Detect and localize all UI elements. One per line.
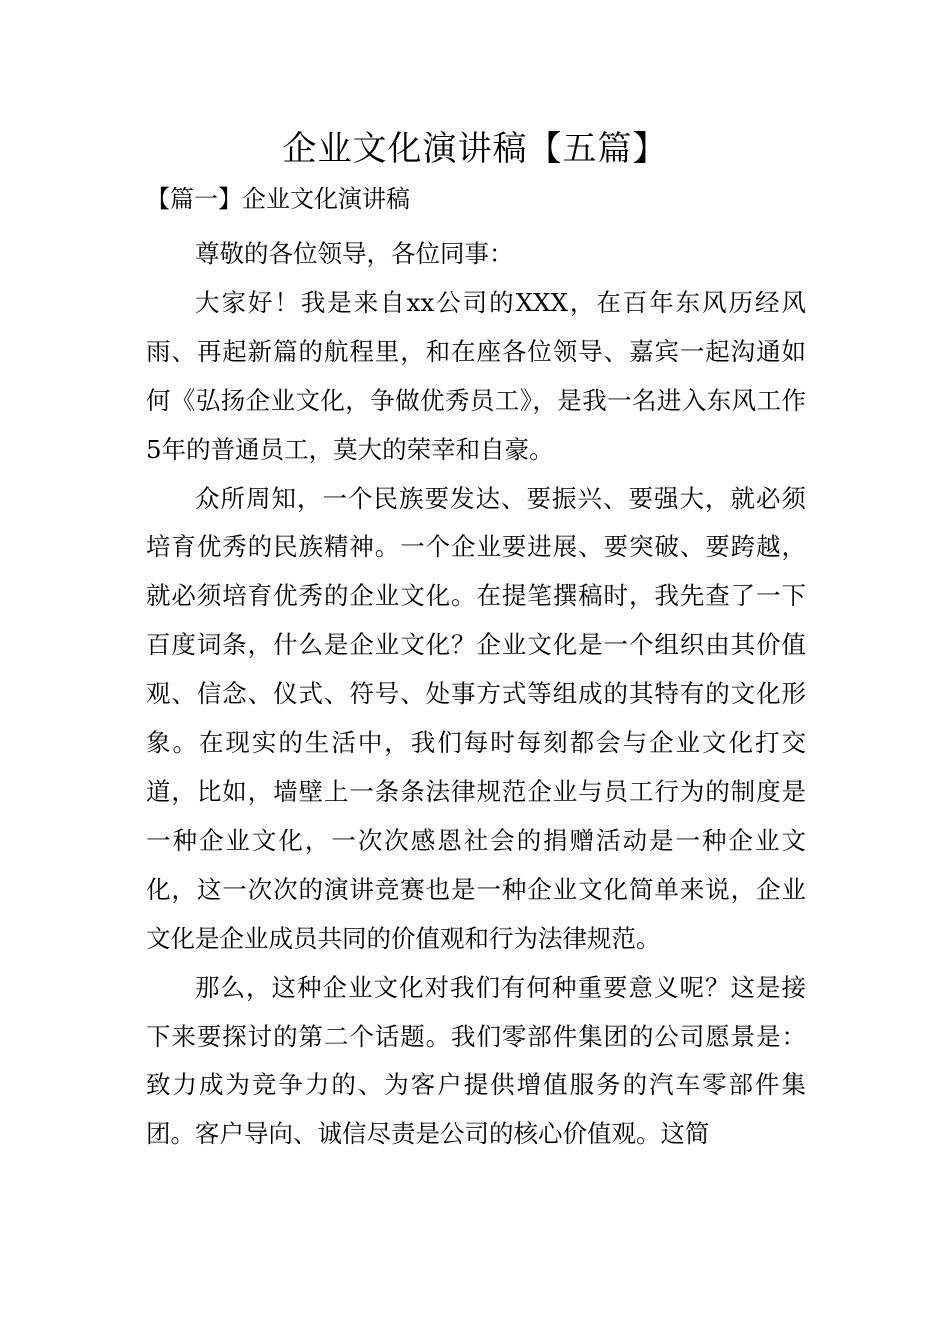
paragraph-introduction: 大家好！我是来自xx公司的XXX，在百年东风历经风雨、再起新篇的航程里，和在座各位领导、嘉宾一起沟通如何《弘扬企业文化，争做优秀员工》，是我一名进入东风工作5年的普通员工，莫大的荣幸和自豪。: [146, 287, 806, 464]
paragraph-culture-significance: 那么，这种企业文化对我们有何种重要意义呢？这是接下来要探讨的第二个话题。我们零部件集团的公司愿景是：致力成为竞争力的、为客户提供增值服务的汽车零部件集团。客户导向、诚信尽责是公司的核心价值观。这简: [146, 972, 806, 1149]
document-body: [146, 230, 806, 1159]
section-heading: 【篇一】企业文化演讲稿: [146, 185, 410, 213]
paragraph-culture-definition: 众所周知，一个民族要发达、要振兴、要强大，就必须培育优秀的民族精神。一个企业要进展、要突破、要跨越，就必须培育优秀的企业文化。在提笔撰稿时，我先查了一下百度词条，什么是企业文化？企业文化是一个组织由其价值观、信念、仪式、符号、处事方式等组成的其特有的文化形象。在现实的生活中，我们每时每刻都会与企业文化打交道，比如，墙壁上一条条法律规范企业与员工行为的制度是一种企业文化，一次次感恩社会的捐赠活动是一种企业文化，这一次次的演讲竞赛也是一种企业文化简单来说，企业文化是企业成员共同的价值观和行为法律规范。: [146, 483, 806, 953]
document-title: 企业文化演讲稿【五篇】: [282, 129, 668, 169]
paragraph-greeting: 尊敬的各位领导，各位同事：: [195, 239, 514, 268]
